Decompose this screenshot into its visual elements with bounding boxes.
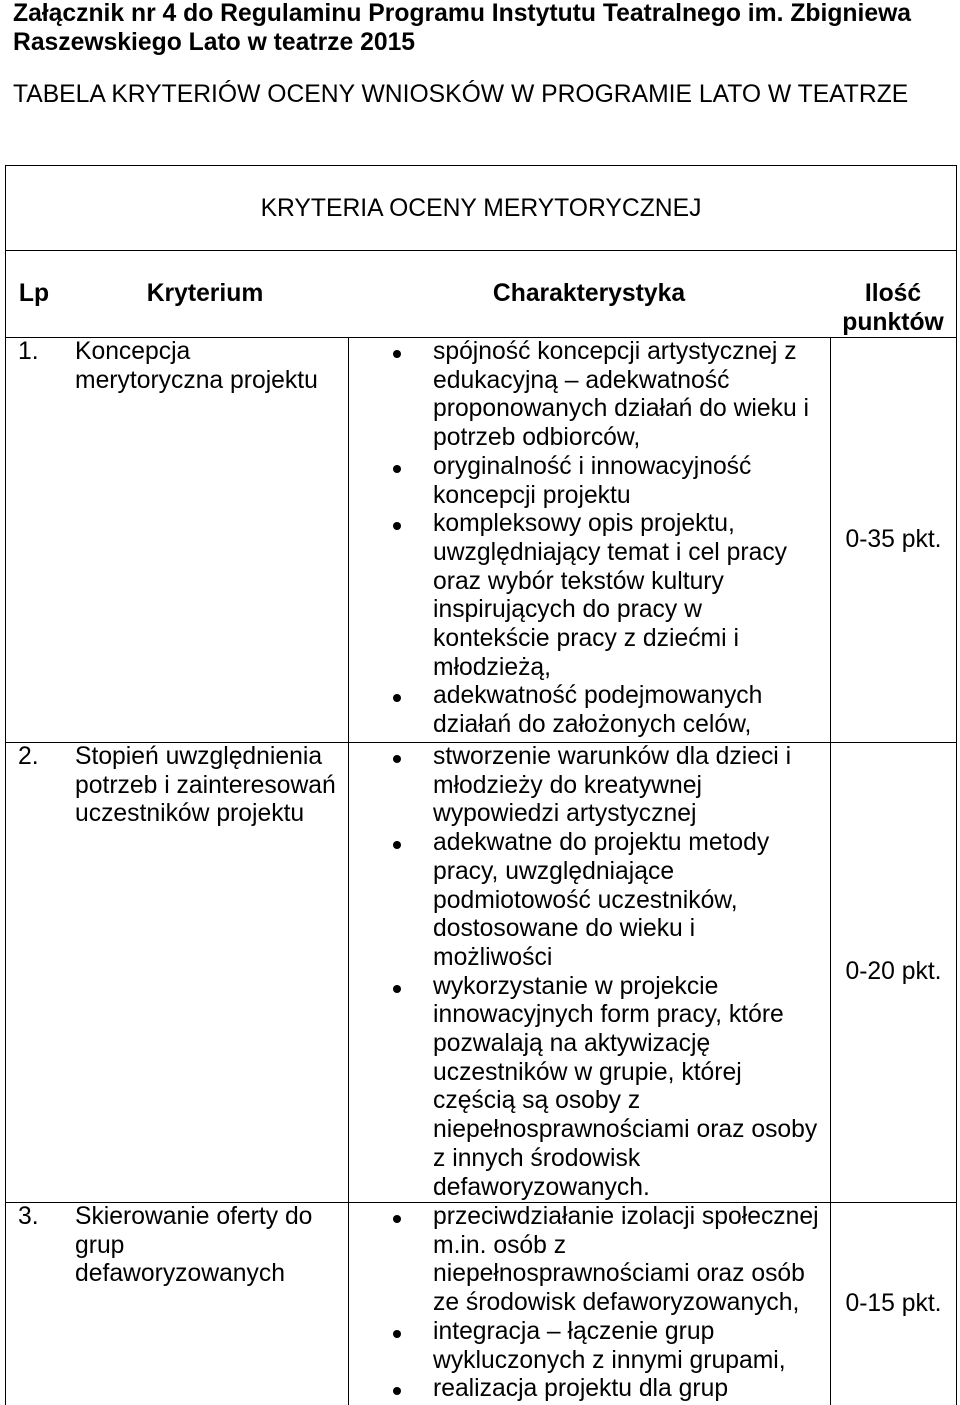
header-lp: Lp bbox=[18, 280, 50, 307]
list-item bbox=[349, 1203, 830, 1318]
criterion-cell bbox=[6, 743, 348, 1202]
list-item bbox=[349, 1375, 830, 1404]
bullet-icon bbox=[393, 465, 401, 473]
table-caption-row bbox=[5, 165, 957, 250]
table-title: TABELA KRYTERIÓW OCENY WNIOSKÓW W PROGRAMIE LATO W TEATRZE bbox=[13, 81, 909, 108]
bullet-icon bbox=[393, 522, 401, 530]
row-number: 3. bbox=[18, 1203, 39, 1230]
table-header-row bbox=[5, 250, 957, 337]
list-item-text: adekwatne do projektu metody pracy, uwzględniające podmiotowość uczestników, dostosowane do wieku i możliwości bbox=[433, 829, 770, 971]
list-item bbox=[349, 1318, 830, 1375]
list-item-text: wykorzystanie w projekcie innowacyjnych form pracy, które pozwalają na aktywizację uczestników w grupie, której częścią są osoby z niepełnosprawnościami oraz osoby z innych środowisk defaworyzowanych. bbox=[433, 972, 818, 1201]
list-item-text: stworzenie warunków dla dzieci i młodzieży do kreatywnej wypowiedzi artystycznej bbox=[433, 743, 792, 828]
characteristics-list bbox=[349, 743, 830, 1202]
points-value: 0-35 pkt. bbox=[845, 525, 942, 553]
characteristics-list bbox=[349, 1203, 830, 1404]
list-item bbox=[349, 973, 830, 1203]
characteristics-list bbox=[349, 338, 830, 740]
characteristics-cell bbox=[348, 338, 830, 742]
points-cell bbox=[830, 743, 956, 1202]
criterion-cell bbox=[6, 338, 348, 742]
list-item bbox=[349, 338, 830, 453]
header-points: Ilość punktów bbox=[842, 280, 944, 336]
table-row bbox=[5, 742, 957, 1202]
list-item-text: kompleksowy opis projektu, uwzględniający temat i cel pracy oraz wybór tekstów kultury inspirujących do pracy w kontekście pracy z dziećmi i młodzieżą, bbox=[433, 510, 788, 681]
characteristics-cell bbox=[348, 1203, 830, 1405]
bullet-icon bbox=[393, 1215, 401, 1223]
list-item-text: integracja – łączenie grup wykluczonych z innymi grupami, bbox=[433, 1317, 786, 1374]
header-characteristics: Charakterystyka bbox=[492, 280, 686, 307]
header-criterion: Kryterium bbox=[146, 280, 264, 307]
list-item bbox=[349, 453, 830, 510]
points-cell bbox=[830, 1203, 956, 1405]
bullet-icon bbox=[393, 985, 401, 993]
points-value: 0-15 pkt. bbox=[845, 1289, 942, 1317]
characteristics-cell bbox=[348, 743, 830, 1202]
criterion-cell bbox=[6, 1203, 348, 1405]
list-item bbox=[349, 829, 830, 973]
criterion-name: Skierowanie oferty do grup defaworyzowanych bbox=[75, 1203, 313, 1288]
bullet-icon bbox=[393, 1330, 401, 1338]
list-item-text: adekwatność podejmowanych działań do założonych celów, bbox=[433, 682, 763, 739]
document-title: Załącznik nr 4 do Regulaminu Programu Instytutu Teatralnego im. Zbigniewa Raszewskiego Lato w teatrze 2015 bbox=[13, 0, 912, 56]
row-number: 1. bbox=[18, 338, 39, 365]
list-item bbox=[349, 510, 830, 682]
table-row bbox=[5, 1202, 957, 1405]
bullet-icon bbox=[393, 841, 401, 849]
bullet-icon bbox=[393, 694, 401, 702]
points-cell bbox=[830, 338, 956, 742]
table-row bbox=[5, 337, 957, 742]
list-item-text: spójność koncepcji artystycznej z edukacyjną – adekwatność proponowanych działań do wieku i potrzeb odbiorców, bbox=[433, 338, 810, 452]
list-item bbox=[349, 682, 830, 739]
criterion-name: Stopień uwzględnienia potrzeb i zainteresowań uczestników projektu bbox=[75, 743, 336, 828]
points-value: 0-20 pkt. bbox=[845, 958, 942, 986]
list-item-text: realizacja projektu dla grup bbox=[433, 1375, 729, 1403]
table-caption: KRYTERIA OCENY MERYTORYCZNEJ bbox=[260, 195, 702, 222]
list-item-text: oryginalność i innowacyjność koncepcji projektu bbox=[433, 452, 752, 509]
bullet-icon bbox=[393, 350, 401, 358]
row-number: 2. bbox=[18, 743, 39, 770]
criterion-name: Koncepcja merytoryczna projektu bbox=[75, 338, 318, 394]
bullet-icon bbox=[393, 755, 401, 763]
list-item bbox=[349, 743, 830, 829]
bullet-icon bbox=[393, 1387, 401, 1395]
list-item-text: przeciwdziałanie izolacji społecznej m.in. osób z niepełnosprawnościami oraz osób ze środowisk defaworyzowanych, bbox=[433, 1203, 819, 1317]
